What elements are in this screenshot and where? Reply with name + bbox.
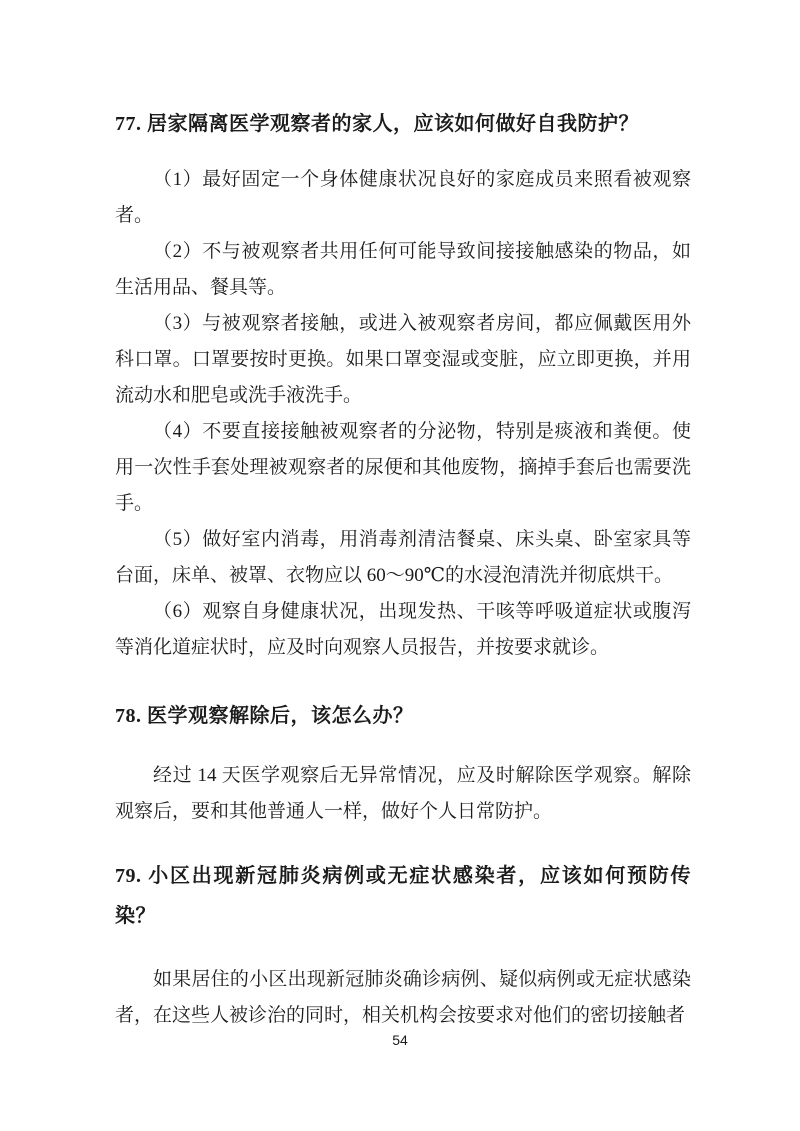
answer-77-item-6: （6）观察自身健康状况，出现发热、干咳等呼吸道症状或腹泻等消化道症状时，应及时向观察人员报告，并按要求就诊。	[115, 601, 691, 658]
answer-77-item-1: （1）最好固定一个身体健康状况良好的家庭成员来照看被观察者。	[115, 169, 691, 226]
answer-79-paragraph: 如果居住的小区出现新冠肺炎确诊病例、疑似病例或无症状感染者，在这些人被诊治的同时，相关机构会按要求对他们的密切接触者	[115, 969, 691, 1026]
question-77-heading: 77. 居家隔离医学观察者的家人，应该如何做好自我防护？	[115, 113, 639, 135]
question-78-heading: 78. 医学观察解除后，该怎么办？	[115, 705, 414, 727]
page-number: 54	[392, 1032, 408, 1048]
question-79-heading: 79. 小区出现新冠肺炎病例或无症状感染者，应该如何预防传染？	[115, 865, 691, 927]
answer-77-item-3: （3）与被观察者接触，或进入被观察者房间，都应佩戴医用外科口罩。口罩要按时更换。如果口罩变湿或变脏，应立即更换，并用流动水和肥皂或洗手液洗手。	[115, 313, 691, 406]
answer-78-paragraph: 经过 14 天医学观察后无异常情况，应及时解除医学观察。解除观察后，要和其他普通人一样，做好个人日常防护。	[115, 765, 691, 822]
answer-77-item-4: （4）不要直接接触被观察者的分泌物，特别是痰液和粪便。使用一次性手套处理被观察者的尿便和其他废物，摘掉手套后也需要洗手。	[115, 421, 691, 514]
answer-77-item-2: （2）不与被观察者共用任何可能导致间接接触感染的物品，如生活用品、餐具等。	[115, 241, 691, 298]
answer-77-item-5: （5）做好室内消毒，用消毒剂清洁餐桌、床头桌、卧室家具等台面，床单、被罩、衣物应以 60～90℃的水浸泡清洗并彻底烘干。	[115, 529, 691, 586]
